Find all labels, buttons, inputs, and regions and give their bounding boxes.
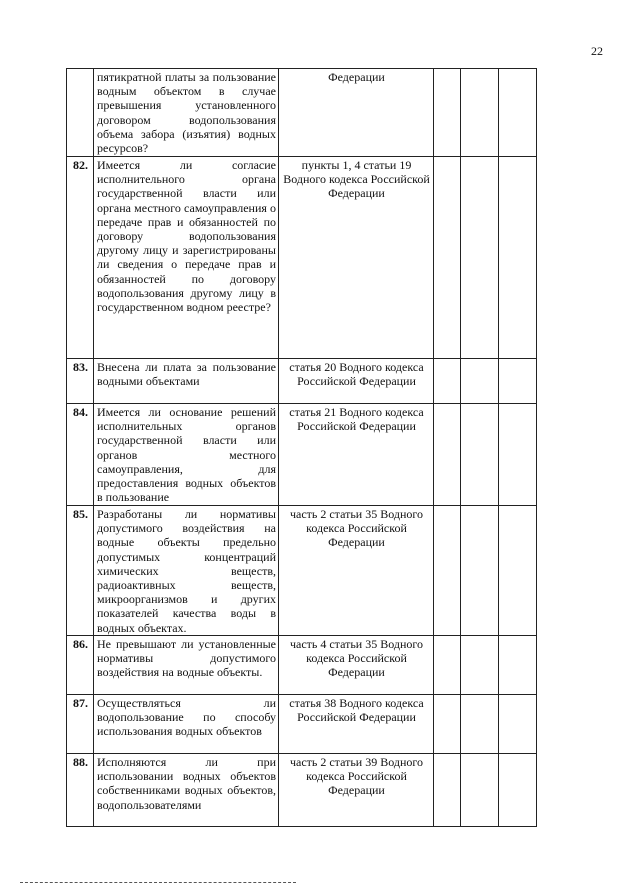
answer-cell [499,69,537,157]
legal-reference: статья 20 Водного кодекса Российской Федерации [279,359,434,404]
answer-cell [434,157,461,359]
checklist-table [66,68,537,827]
answer-cell [499,695,537,754]
legal-reference: статья 21 Водного кодекса Российской Федерации [279,404,434,506]
answer-cell [434,695,461,754]
answer-cell [434,636,461,695]
table-row [67,404,537,506]
question-text: пятикратной платы за пользование водным объектом в случае превышения установленного договором водопользования объема забора (изъятия) водных ресурсов? [94,69,279,157]
answer-cell [461,695,499,754]
legal-reference: пункты 1, 4 статьи 19 Водного кодекса Российской Федерации [279,157,434,359]
question-text: Исполняются ли при использовании водных объектов собственниками водных объектов, водопользователями [94,754,279,827]
answer-cell [434,359,461,404]
table-row [67,359,537,404]
answer-cell [461,157,499,359]
answer-cell [499,506,537,636]
question-text: Не превышают ли установленные нормативы допустимого воздействия на водные объекты. [94,636,279,695]
table-row [67,157,537,359]
row-number: 85. [67,506,94,636]
table-row [67,695,537,754]
answer-cell [434,506,461,636]
row-number: 82. [67,157,94,359]
answer-cell [434,69,461,157]
answer-cell [499,754,537,827]
table-row [67,636,537,695]
question-text: Разработаны ли нормативы допустимого воздействия на водные объекты предельно допустимых концентраций химических веществ, радиоактивных веществ, микроорганизмов и других показателей качества воды в водных объектах. [94,506,279,636]
legal-reference: часть 2 статьи 35 Водного кодекса Российской Федерации [279,506,434,636]
table-row [67,69,537,157]
table-row [67,754,537,827]
answer-cell [461,636,499,695]
answer-cell [461,404,499,506]
table-row [67,506,537,636]
answer-cell [499,359,537,404]
question-text: Имеется ли согласие исполнительного органа государственной власти или органа местного самоуправления о передаче прав и обязанностей по договору водопользования другому лицу и зарегистрированы ли сведения о передаче прав и обязанностей по договору водопользования другому лицу в государственном водном реестре? [94,157,279,359]
answer-cell [434,754,461,827]
answer-cell [434,404,461,506]
row-number: 86. [67,636,94,695]
answer-cell [461,506,499,636]
legal-reference: часть 4 статьи 35 Водного кодекса Российской Федерации [279,636,434,695]
footer-divider [20,882,296,883]
answer-cell [499,636,537,695]
answer-cell [499,157,537,359]
page-number: 22 [591,44,603,58]
answer-cell [499,404,537,506]
question-text: Внесена ли плата за пользование водными объектами [94,359,279,404]
answer-cell [461,754,499,827]
answer-cell [461,69,499,157]
legal-reference: часть 2 статьи 39 Водного кодекса Российской Федерации [279,754,434,827]
row-number: 83. [67,359,94,404]
legal-reference: Федерации [279,69,434,157]
question-text: Осуществляться ли водопользование по способу использования водных объектов [94,695,279,754]
row-number [67,69,94,157]
row-number: 84. [67,404,94,506]
row-number: 88. [67,754,94,827]
legal-reference: статья 38 Водного кодекса Российской Федерации [279,695,434,754]
row-number: 87. [67,695,94,754]
question-text: Имеется ли основание решений исполнительных органов государственной власти или органов местного самоуправления, для предоставления водных объектов в пользование [94,404,279,506]
answer-cell [461,359,499,404]
